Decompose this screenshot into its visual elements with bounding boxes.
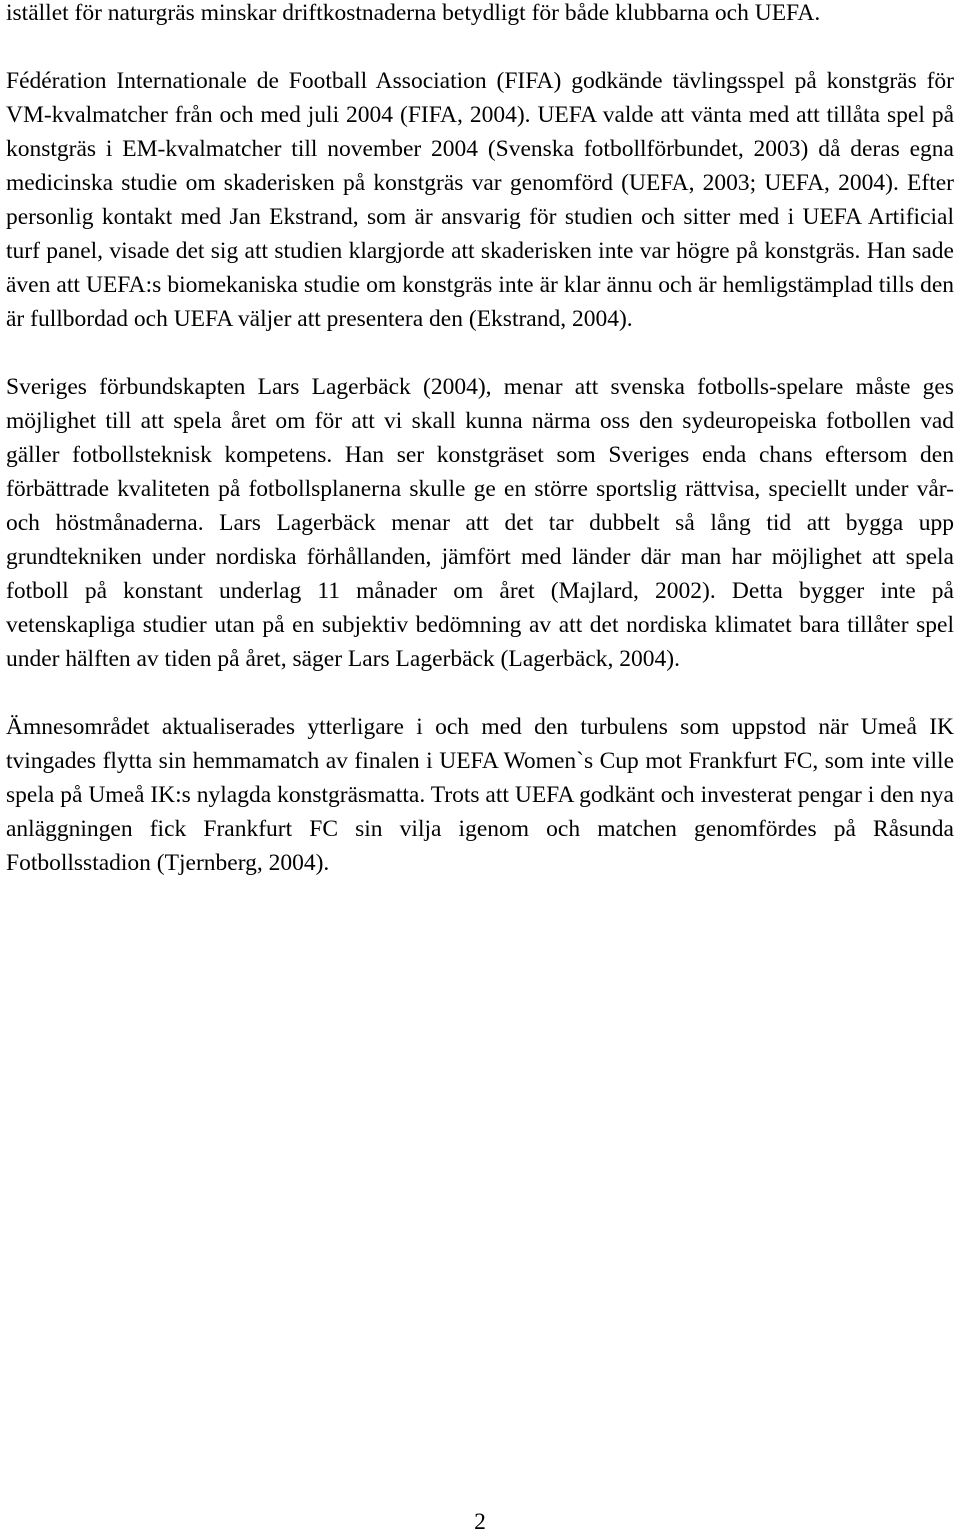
paragraph-fifa-uefa: Fédération Internationale de Football Association (FIFA) godkände tävlingsspel på konstgräs för VM-kvalmatcher från och med juli 2004 (FIFA, 2004). UEFA valde att vänta med att tillåta spel på konstgräs i EM-kvalmatcher till november 2004 (Svenska fotbollförbundet, 2003) då deras egna medicinska studie om skaderisken på konstgräs var genomförd (UEFA, 2003; UEFA, 2004). Efter personlig kontakt med Jan Ekstrand, som är ansvarig för studien och sitter med i UEFA Artificial turf panel, visade det sig att studien klargjorde att skaderisken inte var högre på konstgräs. Han sade även att UEFA:s biomekaniska studie om konstgräs inte är klar ännu och är hemligstämplad tills den är fullbordad och UEFA väljer att presentera den (Ekstrand, 2004). bbox=[6, 68, 954, 332]
page-number: 2 bbox=[474, 1509, 486, 1535]
document-page bbox=[6, 0, 954, 880]
paragraph-intro-continuation: istället för naturgräs minskar driftkostnaderna betydligt för både klubbarna och UEFA. bbox=[6, 0, 821, 26]
paragraph-lagerback: Sveriges förbundskapten Lars Lagerbäck (2004), menar att svenska fotbolls-spelare måste ges möjlighet till att spela året om för att vi skall kunna närma oss den sydeuropeiska fotbollen vad gäller fotbollsteknisk kompetens. Han ser konstgräset som Sveriges enda chans eftersom den förbättrade kvaliteten på fotbollsplanerna skulle ge en större sportslig rättvisa, speciellt under vår- och höstmånaderna. Lars Lagerbäck menar att det tar dubbelt så lång tid att bygga upp grundtekniken under nordiska förhållanden, jämfört med länder där man har möjlighet att spela fotboll på konstant underlag 11 månader om året (Majlard, 2002). Detta bygger inte på vetenskapliga studier utan på en subjektiv bedömning av att det nordiska klimatet bara tillåter spel under hälften av tiden på året, säger Lars Lagerbäck (Lagerbäck, 2004). bbox=[6, 374, 954, 672]
paragraph-umea-ik: Ämnesområdet aktualiserades ytterligare i och med den turbulens som uppstod när Umeå IK tvingades flytta sin hemmamatch av finalen i UEFA Women`s Cup mot Frankfurt FC, som inte ville spela på Umeå IK:s nylagda konstgräsmatta. Trots att UEFA godkänt och investerat pengar i den nya anläggningen fick Frankfurt FC sin vilja igenom och matchen genomfördes på Råsunda Fotbollsstadion (Tjernberg, 2004). bbox=[6, 714, 954, 876]
